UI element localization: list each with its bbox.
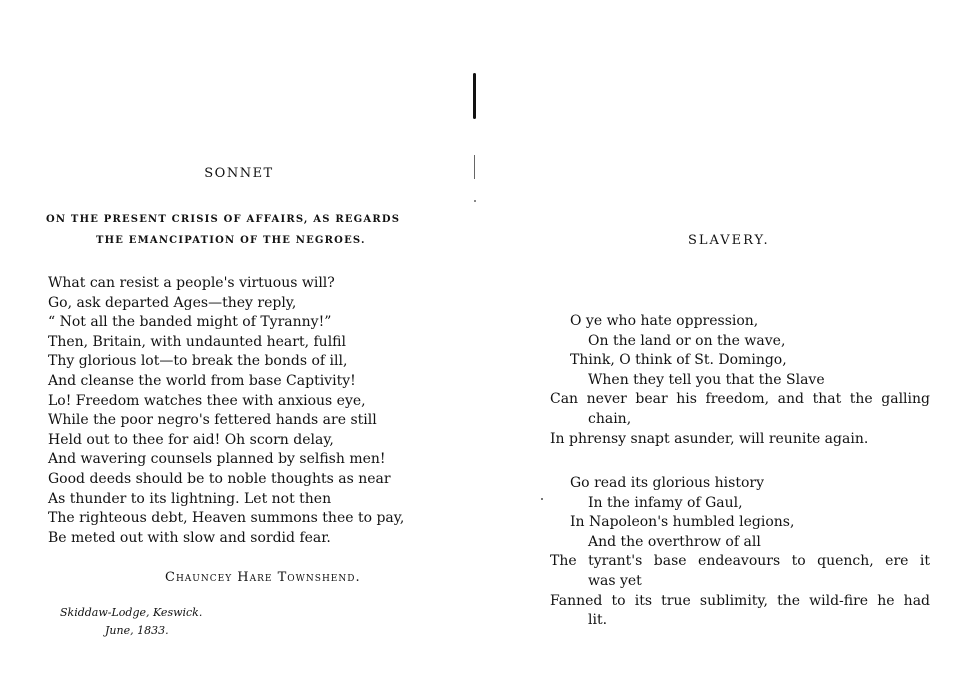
poem-line: O ye who hate oppression, [570, 313, 759, 329]
poem-line: Then, Britain, with undaunted heart, fulfil [48, 333, 346, 350]
sonnet-subtitle [46, 209, 436, 251]
speck [541, 498, 543, 500]
poem-line: And wavering counsels planned by selfish men! [48, 451, 386, 468]
subtitle-line-2: THE EMANCIPATION OF THE NEGROES. [96, 235, 366, 246]
poem-line: What can resist a people's virtuous will? [48, 275, 335, 291]
poem-line: And the overthrow of all [588, 533, 761, 550]
poem-line: While the poor negro's fettered hands are still [48, 412, 377, 429]
slavery-title: SLAVERY. [688, 233, 770, 248]
poem-line: And cleanse the world from base Captivity! [48, 372, 356, 389]
stanza-2 [550, 474, 930, 631]
place-line: Skiddaw-Lodge, Keswick. [60, 606, 203, 619]
poem-line: Go, ask departed Ages—they reply, [48, 294, 297, 311]
poem-line: Can never bear his freedom, and that the galling [550, 391, 930, 408]
poem-line: The righteous debt, Heaven summons thee to pay, [48, 510, 405, 527]
gutter-mark [473, 73, 476, 119]
stanza-1 [550, 312, 930, 449]
poem-line: Held out to thee for aid! Oh scorn delay, [48, 431, 334, 448]
poem-line: chain, [588, 410, 632, 427]
poem-line: On the land or on the wave, [588, 332, 786, 349]
poem-line: In Napoleon's humbled legions, [570, 514, 795, 531]
gutter-tick [474, 155, 475, 179]
poem-line: Be meted out with slow and sordid fear. [48, 529, 331, 546]
poem-line: Thy glorious lot—to break the bonds of ill, [48, 353, 348, 370]
sonnet-body [48, 274, 404, 548]
poem-line: As thunder to its lightning. Let not then [48, 490, 332, 507]
poem-line: was yet [588, 572, 642, 589]
poem-line: “ Not all the banded might of Tyranny!” [48, 314, 332, 331]
poem-line: In the infamy of Gaul, [588, 494, 743, 511]
poem-line: Good deeds should be to noble thoughts as near [48, 470, 391, 487]
poem-line: Go read its glorious history [570, 475, 764, 491]
poem-line: Fanned to its true sublimity, the wild-fire he had [550, 592, 930, 609]
subtitle-line-1: ON THE PRESENT CRISIS OF AFFAIRS, AS REGARDS [46, 214, 401, 225]
poem-line: In phrensy snapt asunder, will reunite again. [550, 430, 869, 447]
poem-line: Think, O think of St. Domingo, [570, 352, 787, 369]
left-page [0, 0, 470, 684]
poem-line: The tyrant's base endeavours to quench, ere it [550, 553, 930, 570]
author-signature: Chauncey Hare Townshend. [165, 570, 361, 585]
date-line: June, 1833. [105, 624, 169, 637]
poem-line: lit. [588, 612, 608, 629]
poem-line: Lo! Freedom watches thee with anxious eye, [48, 392, 366, 409]
poem-line: When they tell you that the Slave [588, 371, 825, 388]
sonnet-title: SONNET [204, 166, 274, 181]
speck [474, 200, 476, 202]
